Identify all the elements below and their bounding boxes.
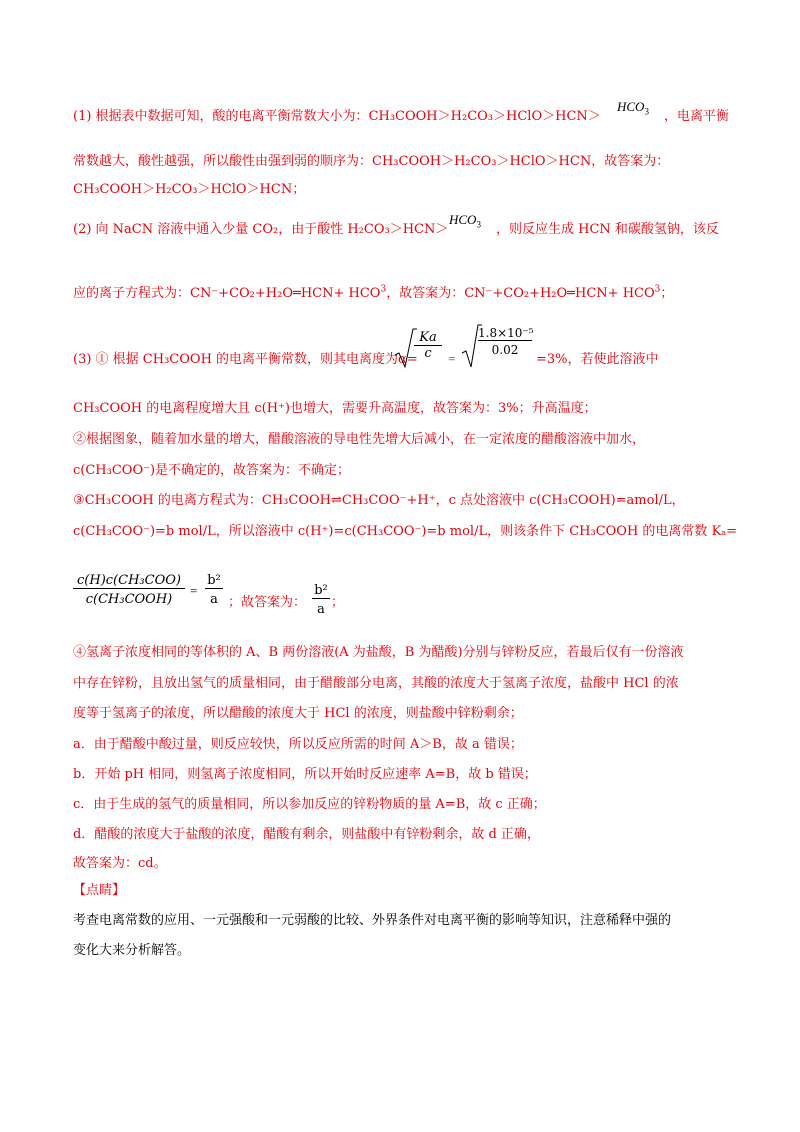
tip-line-2: 变化大来分析解答。 xyxy=(73,943,191,958)
answer-2-line-1-end: ，则反应生成 HCN 和碳酸氢钠，该反 xyxy=(496,222,719,237)
equals-sign-2: = xyxy=(190,583,198,598)
answer-1-line-1-end: ，电离平衡 xyxy=(664,109,730,124)
answer-4-line-6: c．由于生成的氢气的质量相同，所以参加反应的锌粉物质的量 A=B，故 c 正确； xyxy=(73,797,546,812)
answer-4-line-4: a．由于醋酸中酸过量，则反应较快，所以反应所需的时间 A＞B，故 a 错误； xyxy=(73,737,523,752)
sqrt-fraction-1: $\frac{Ka}{c}$ xyxy=(414,330,442,361)
answer-4-line-3: 度等于氢离子的浓度，所以醋酸的浓度大于 HCl 的浓度，则盐酸中锌粉剩余； xyxy=(73,706,523,721)
answer-3-line-1: (3) ① 根据 CH₃COOH 的电离平衡常数，则其电离度为α= xyxy=(73,352,418,367)
sqrt-fraction-2: $\frac{\text{1.8×10⁻⁵}}{0.02}$ xyxy=(478,326,534,357)
answer-3-line-2: CH₃COOH 的电离程度增大且 c(H⁺)也增大，需要升高温度，故答案为：3%；升高温度； xyxy=(73,401,597,416)
answer-4-line-1: ④氢离子浓度相同的等体积的 A、B 两份溶液(A 为盐酸，B 为醋酸)分别与锌粉反应，若最后仅有一份溶液 xyxy=(73,645,684,660)
answer-3-line-3: ②根据图象，随着加水量的增大，醋酸溶液的导电性先增大后减小，在一定浓度的醋酸溶液中加水， xyxy=(73,432,646,447)
answer-2-line-2: 应的离子方程式为：CN⁻+CO₂+H₂O═HCN+ $HCO^3$，故答案为：CN⁻+CO₂+H₂O═HCN+ $HCO^3$； xyxy=(73,284,674,301)
answer-4-line-8: 故答案为：cd。 xyxy=(73,856,167,871)
hco3-formula-1: $HCO_3$ xyxy=(617,99,649,117)
answer-4-line-5: b．开始 pH 相同，则氢离子浓度相同，所以开始时反应速率 A=B，故 b 错误； xyxy=(73,767,537,782)
answer-4-line-7: d．醋酸的浓度大于盐酸的浓度，醋酸有剩余，则盐酸中有锌粉剩余，故 d 正确， xyxy=(73,827,540,842)
hco3-formula-2: $HCO_3$ xyxy=(449,212,481,230)
tip-line-1: 考查电离常数的应用、一元强酸和一元弱酸的比较、外界条件对电离平衡的影响等知识，注意稀释中强的 xyxy=(73,913,672,928)
equals-sign: = xyxy=(448,351,456,366)
answer-2-line-1: (2) 向 NaCN 溶液中通入少量 CO₂，由于酸性 H₂CO₃＞HCN＞ xyxy=(73,222,449,237)
b2-over-a-fraction-2: $\frac{\text{b²}}{a}$ xyxy=(312,583,330,617)
answer-3-line-5: ③CH₃COOH 的电离方程式为：CH₃COOH⇌CH₃COO⁻+H⁺，c 点处溶液中 c(CH₃COOH)=amol/L， xyxy=(73,493,685,508)
answer-1-line-3: CH₃COOH＞H₂CO₃＞HClO＞HCN； xyxy=(73,182,306,197)
answer-3-line-1-end: =3%，若使此溶液中 xyxy=(536,352,659,367)
answer-4-line-2: 中存在锌粉，且放出氢气的质量相同，由于醋酸部分电离，其酸的浓度大于氢离子浓度，盐酸中 HCl 的浓 xyxy=(73,676,679,691)
ka-answer-end: ； xyxy=(331,595,345,610)
ka-fraction: c(H)c(CH₃COO) c(CH₃COOH) xyxy=(73,573,185,607)
b2-over-a-fraction-1: $\frac{\text{b²}}{a}$ xyxy=(205,573,223,607)
answer-1-line-2: 常数越大，酸性越强，所以酸性由强到弱的顺序为：CH₃COOH＞H₂CO₃＞HClO＞HCN，故答案为： xyxy=(73,154,670,169)
tip-heading: 【点睛】 xyxy=(73,883,126,898)
answer-1-line-1: (1) 根据表中数据可知，酸的电离平衡常数大小为：CH₃COOH＞H₂CO₃＞HClO＞HCN＞ xyxy=(73,109,601,124)
answer-3-line-6: c(CH₃COO⁻)=b mol/L，所以溶液中 c(H⁺)=c(CH₃COO⁻)=b mol/L，则该条件下 CH₃COOH 的电离常数 Kₐ= xyxy=(73,524,738,539)
ka-answer-label: ；故答案为： xyxy=(228,595,307,610)
answer-3-line-4: c(CH₃COO⁻)是不确定的，故答案为：不确定； xyxy=(73,463,351,478)
